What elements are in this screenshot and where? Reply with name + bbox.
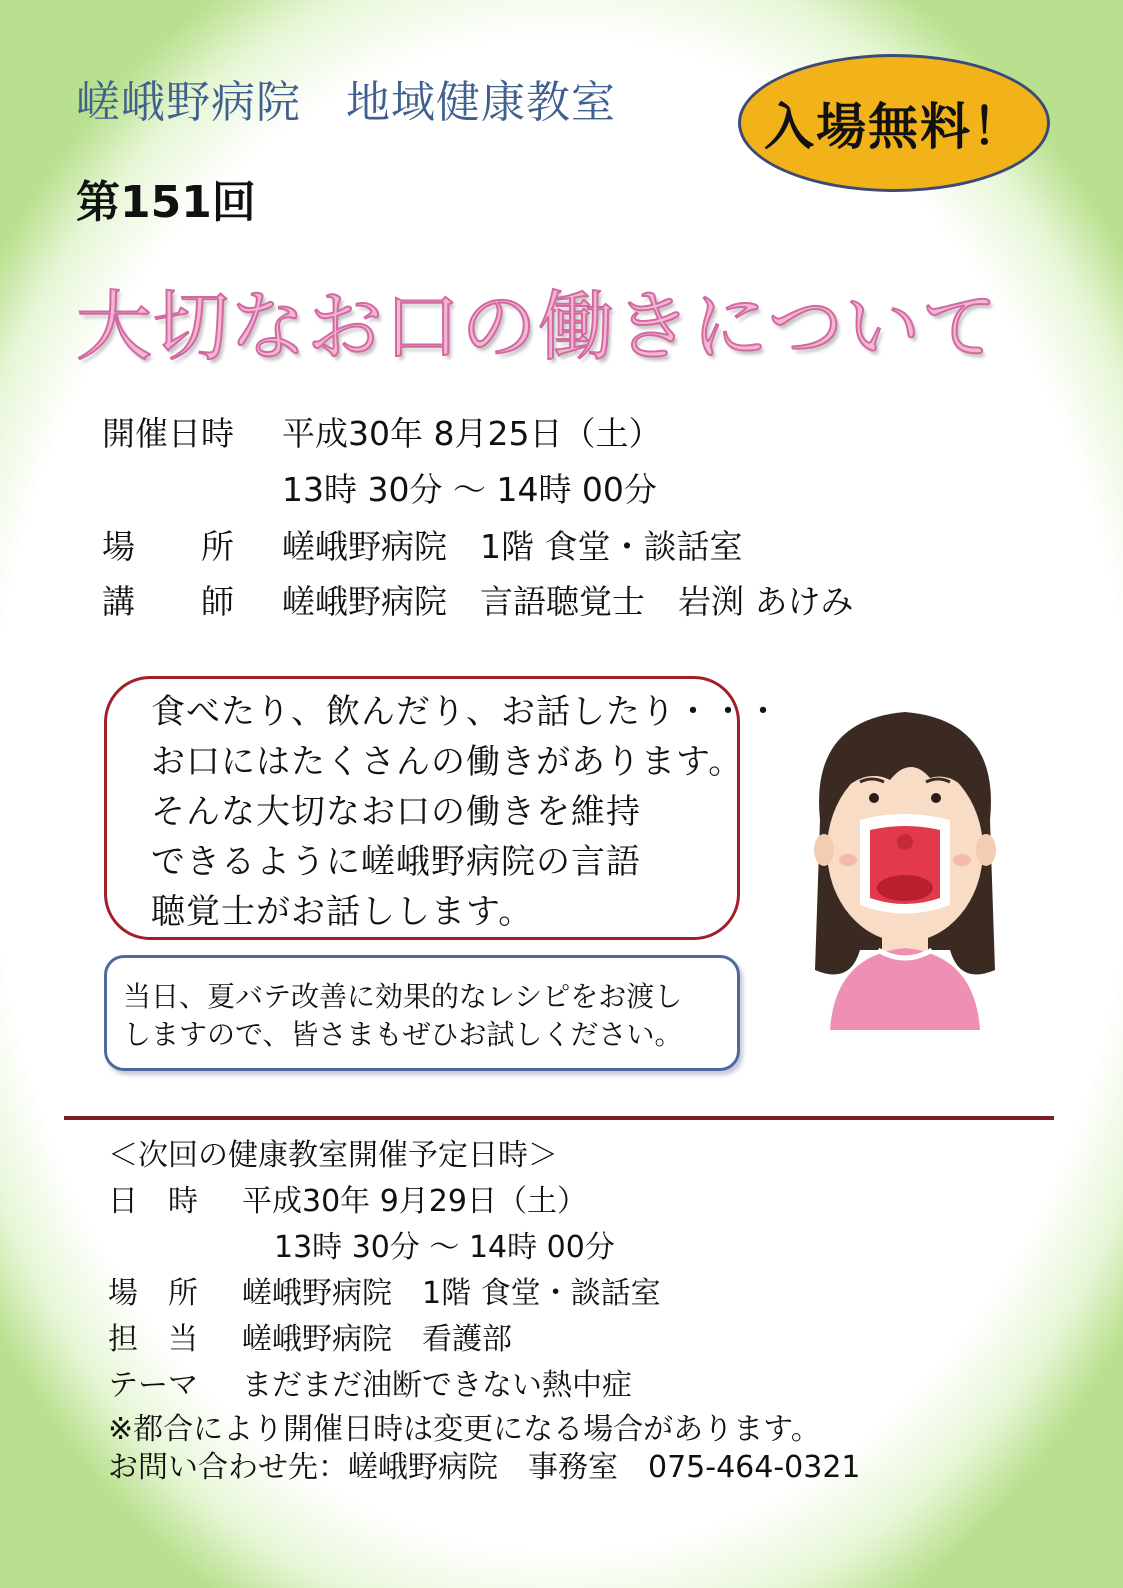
description-line: 聴覚士がお話しします。 (151, 892, 534, 932)
next-theme-label: テーマ (108, 1368, 198, 1403)
notice-line: しますので、皆さまもぜひお試しください。 (123, 1018, 683, 1051)
description-line: できるように嵯峨野病院の言語 (151, 842, 641, 882)
description-line: お口にはたくさんの働きがあります。 (151, 742, 744, 782)
next-date: 平成30年 9月29日（土） (242, 1184, 587, 1219)
detail-lecturer-row (102, 576, 942, 621)
place-label: 場 所 (102, 527, 234, 566)
event-time: 13時 30分 ～ 14時 00分 (282, 470, 657, 509)
next-place-row (108, 1268, 988, 1311)
badge-text: 入場無料！ (764, 98, 1024, 156)
next-staff: 嵯峨野病院 看護部 (242, 1322, 512, 1357)
description-line: 食べたり、飲んだり、お話したり・・・ (151, 692, 781, 732)
event-date: 平成30年 8月25日（土） (282, 414, 662, 453)
detail-datetime-row (102, 408, 922, 453)
notice-line: 当日、夏バテ改善に効果的なレシピをお渡し (123, 980, 683, 1013)
schedule-change-note: ※都合により開催日時は変更になる場合があります。 (108, 1412, 821, 1447)
next-time-row (108, 1222, 988, 1265)
next-staff-row (108, 1314, 988, 1357)
lecturer-label: 講 師 (102, 582, 234, 621)
next-place: 嵯峨野病院 1階 食堂・談話室 (242, 1276, 661, 1311)
next-time: 13時 30分 ～ 14時 00分 (274, 1230, 615, 1265)
next-session-heading: ＜次回の健康教室開催予定日時＞ (108, 1138, 558, 1173)
next-staff-label: 担 当 (108, 1322, 198, 1357)
event-lecturer: 嵯峨野病院 言語聴覚士 岩渕 あけみ (282, 582, 854, 621)
header-title: 嵯峨野病院 地域健康教室 (76, 77, 616, 128)
description-box (104, 676, 781, 940)
next-datetime-label: 日 時 (108, 1184, 198, 1219)
main-title: 大切なお口の働きについて (76, 282, 999, 371)
next-theme-row (108, 1360, 988, 1403)
next-place-label: 場 所 (108, 1276, 198, 1311)
next-theme: まだまだ油断できない熱中症 (242, 1368, 632, 1403)
free-admission-badge (738, 54, 1050, 192)
recipe-notice-box (104, 955, 740, 1071)
issue-number: 第151回 (76, 177, 256, 228)
detail-time-row (102, 464, 922, 509)
description-line: そんな大切なお口の働きを維持 (151, 792, 641, 832)
next-datetime-row (108, 1176, 988, 1219)
girl-open-mouth-illustration (790, 700, 1020, 1040)
contact-info: お問い合わせ先：嵯峨野病院 事務室 075-464-0321 (108, 1450, 861, 1485)
event-place: 嵯峨野病院 1階 食堂・談話室 (282, 527, 743, 566)
datetime-label: 開催日時 (102, 414, 234, 453)
section-divider (64, 1116, 1054, 1120)
detail-place-row (102, 521, 922, 566)
